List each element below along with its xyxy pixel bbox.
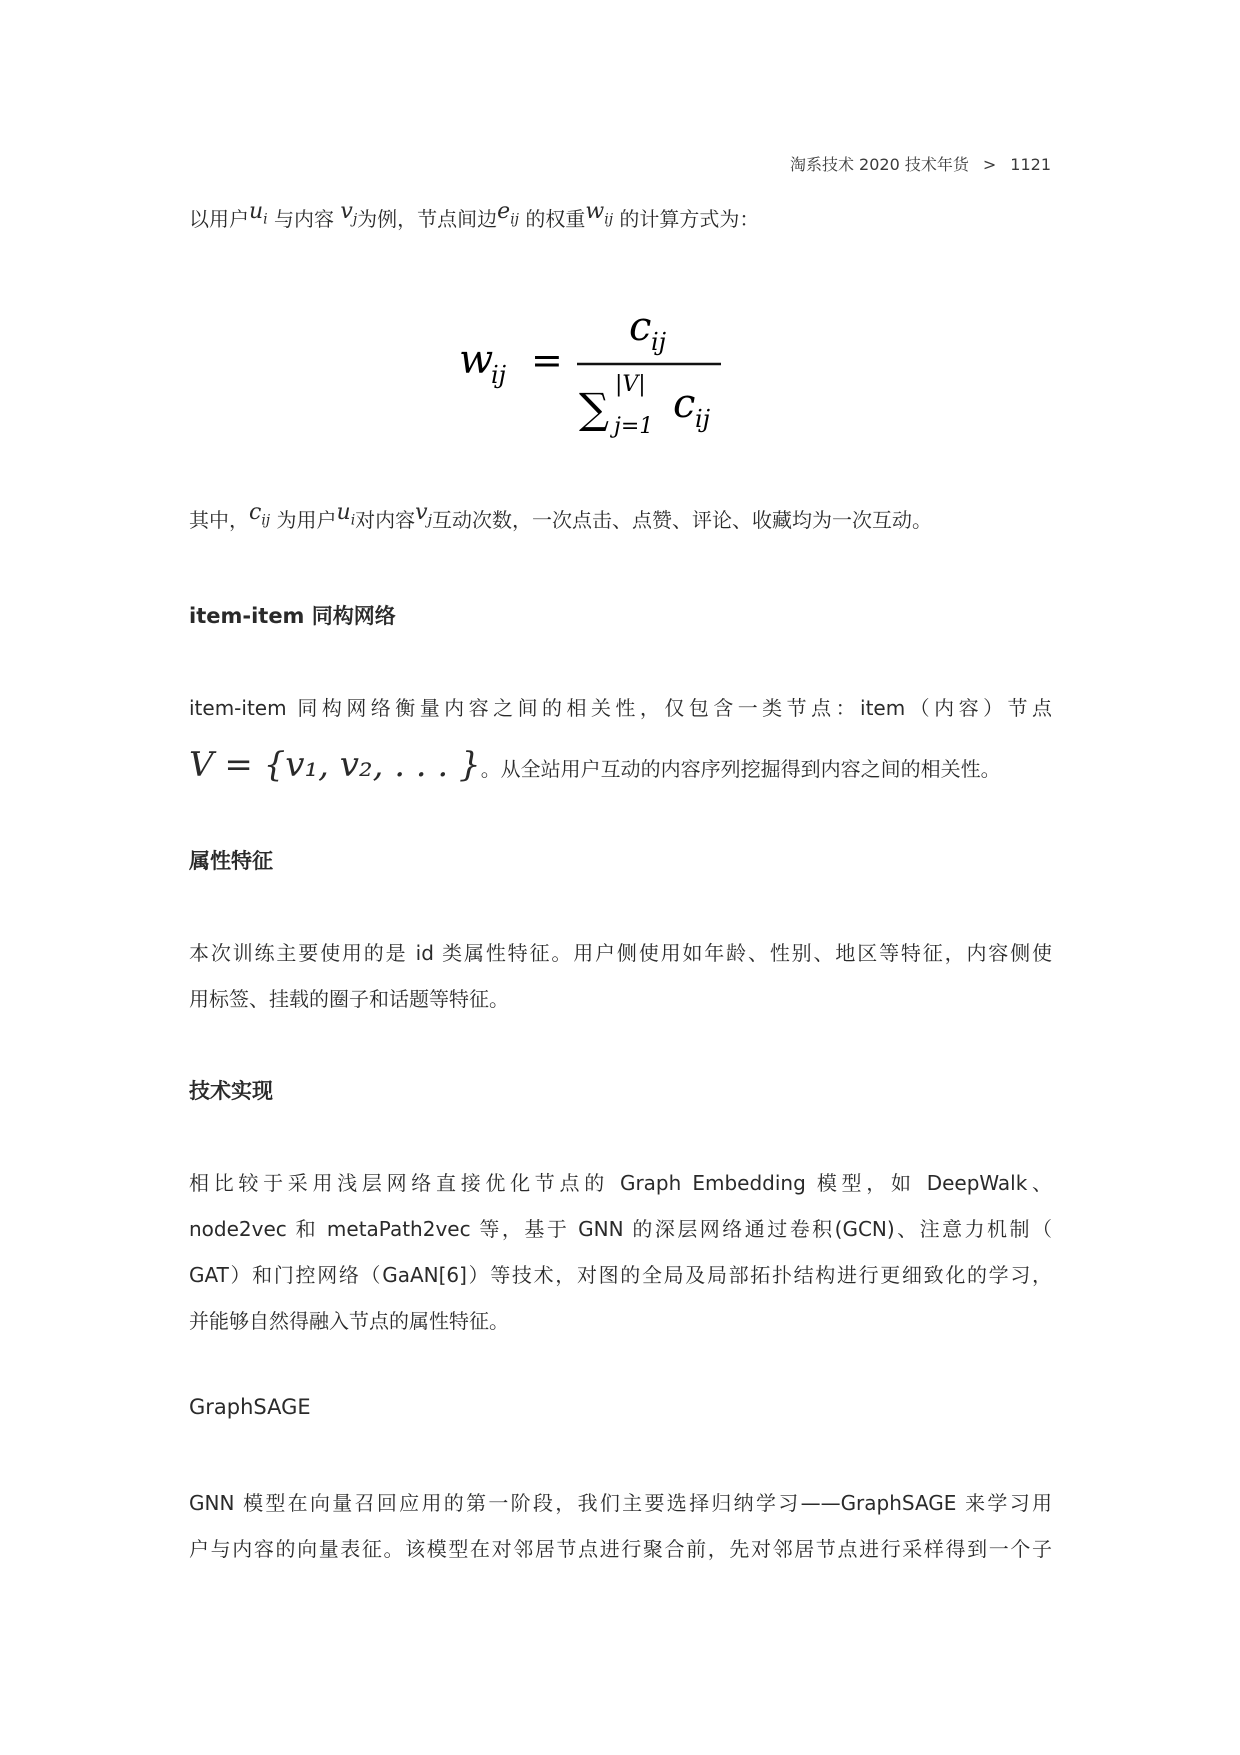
- symbol-v-j: $v_j$: [340, 199, 358, 228]
- impl-paragraph-line-3: GAT）和门控网络（GaAN[6]）等技术，对图的全局及局部拓扑结构进行更细致化的学习，: [189, 1263, 1052, 1287]
- formula-lhs: w: [459, 337, 494, 383]
- section-heading-graphsage: GraphSAGE: [189, 1395, 311, 1419]
- sage-paragraph-line-1: GNN 模型在向量召回应用的第一阶段，我们主要选择归纳学习——GraphSAGE 来学习用: [189, 1491, 1052, 1515]
- symbol-u-i: $u_i$: [336, 500, 356, 529]
- symbol-u-i: $u_i$: [249, 199, 268, 228]
- item-paragraph-line-2: V = {v₁, v₂, . . . }。从全站用户互动的内容序列挖掘得到内容之间的相关性。: [189, 745, 1001, 785]
- formula-numerator: c: [629, 305, 652, 350]
- sage-paragraph-line-2: 户与内容的向量表征。该模型在对邻居节点进行聚合前，先对邻居节点进行采样得到一个子: [189, 1537, 1052, 1561]
- attr-paragraph-line-2: 用标签、挂载的圈子和话题等特征。: [189, 987, 509, 1011]
- formula-denominator-sub: ij: [695, 405, 711, 433]
- page-number: 1121: [1010, 155, 1051, 174]
- formula-denominator-c: c: [673, 381, 696, 427]
- impl-paragraph-line-2: node2vec 和 metaPath2vec 等，基于 GNN 的深层网络通过卷积(GCN)、注意力机制（: [189, 1217, 1052, 1241]
- symbol-v-j: $v_j$: [415, 500, 432, 529]
- intro-paragraph: 以用户$u_i$ 与内容 $v_j$为例，节点间边$e_{ij}$ 的权重$w_{ij}$ 的计算方式为：: [189, 199, 760, 231]
- symbol-c-ij: $c_{ij}$: [249, 500, 271, 529]
- formula-lhs-sub: ij: [491, 361, 507, 389]
- attr-paragraph-line-1: 本次训练主要使用的是 id 类属性特征。用户侧使用如年龄、性别、地区等特征，内容侧使: [189, 941, 1052, 965]
- summation-sign: ∑: [579, 384, 609, 433]
- summation-upper: |V|: [615, 372, 646, 397]
- section-heading-attributes: 属性特征: [189, 849, 273, 873]
- running-header: [790, 152, 1051, 175]
- summation-lower: j=1: [614, 414, 654, 439]
- book-title: 淘系技术 2020 技术年货: [789, 155, 969, 174]
- impl-paragraph-line-4: 并能够自然得融入节点的属性特征。: [189, 1309, 509, 1333]
- item-paragraph-line-1: item-item 同构网络衡量内容之间的相关性，仅包含一类节点：item（内容）节点: [189, 696, 1052, 720]
- header-separator: >: [982, 155, 997, 174]
- formula-numerator-sub: ij: [651, 328, 667, 356]
- symbol-w-ij: $w_{ij}$: [585, 199, 614, 228]
- node-set-formula: V = {v₁, v₂, . . . }: [189, 745, 481, 785]
- impl-paragraph-line-1: 相比较于采用浅层网络直接优化节点的 Graph Embedding 模型，如 DeepWalk、: [189, 1171, 1052, 1195]
- symbol-e-ij: $e_{ij}$: [497, 199, 520, 228]
- weight-formula: [459, 305, 759, 445]
- where-paragraph: 其中，$c_{ij}$ 为用户$u_i$对内容$v_j$互动次数，一次点击、点赞、评论、收藏均为一次互动。: [189, 500, 932, 532]
- section-heading-item-item: item-item 同构网络: [189, 604, 396, 628]
- section-heading-implementation: 技术实现: [189, 1079, 273, 1103]
- formula-equals: =: [531, 338, 563, 382]
